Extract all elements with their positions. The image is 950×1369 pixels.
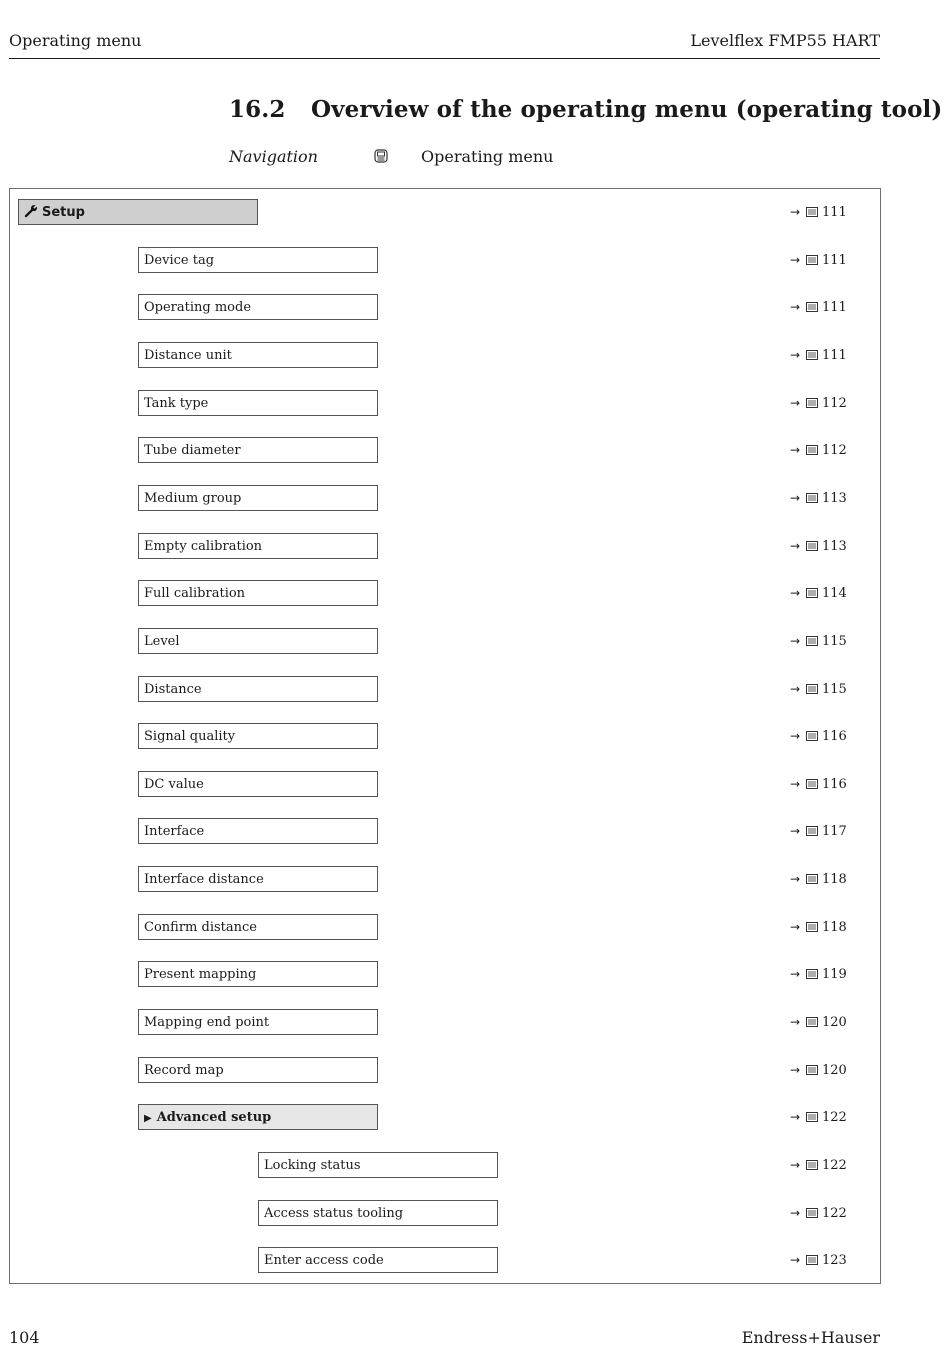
document-page-icon: [806, 207, 818, 217]
page-reference[interactable]: [790, 774, 860, 794]
page-number: 111: [822, 205, 847, 220]
menu-parameter-present-mapping[interactable]: [138, 961, 378, 987]
menu-item-label: Level: [144, 634, 180, 649]
menu-item-label: Medium group: [144, 491, 242, 506]
menu-item-label: Present mapping: [144, 967, 257, 982]
menu-item-label: Operating mode: [144, 300, 252, 315]
menu-parameter-tube-diameter[interactable]: [138, 437, 378, 463]
navigation-label: Navigation: [229, 147, 318, 166]
document-page-icon: [806, 445, 818, 455]
page-reference[interactable]: [790, 202, 860, 222]
arrow-right-icon: →: [790, 824, 801, 838]
page-reference[interactable]: [790, 1155, 860, 1175]
page-number: 120: [822, 1063, 847, 1078]
page-reference[interactable]: [790, 393, 860, 413]
page-reference[interactable]: [790, 1203, 860, 1223]
arrow-right-icon: →: [790, 872, 801, 886]
menu-submenu-advanced-setup[interactable]: [138, 1104, 378, 1130]
page-number: 111: [822, 300, 847, 315]
document-page-icon: [806, 255, 818, 265]
document-page-icon: [806, 1017, 818, 1027]
section-number: 16.2: [229, 96, 286, 123]
page-reference[interactable]: [790, 917, 860, 937]
arrow-right-icon: →: [790, 396, 801, 410]
page-reference[interactable]: [790, 1107, 860, 1127]
page-number: 117: [822, 824, 847, 839]
arrow-right-icon: →: [790, 1015, 801, 1029]
menu-item-label: Mapping end point: [144, 1015, 270, 1030]
page-number: 113: [822, 539, 847, 554]
document-page-icon: [806, 1112, 818, 1122]
page-number: 120: [822, 1015, 847, 1030]
menu-parameter-confirm-distance[interactable]: [138, 914, 378, 940]
arrow-right-icon: →: [790, 682, 801, 696]
arrow-right-icon: →: [790, 491, 801, 505]
arrow-right-icon: →: [790, 539, 801, 553]
page-reference[interactable]: [790, 440, 860, 460]
header-left: Operating menu: [9, 31, 142, 50]
page-number: 122: [822, 1158, 847, 1173]
menu-parameter-interface[interactable]: [138, 818, 378, 844]
arrow-right-icon: →: [790, 300, 801, 314]
menu-item-label: Device tag: [144, 253, 215, 268]
menu-submenu-setup[interactable]: [18, 199, 258, 225]
document-page-icon: [806, 922, 818, 932]
menu-item-label: Distance unit: [144, 348, 232, 363]
document-page-icon: [806, 398, 818, 408]
section-heading: [229, 96, 942, 123]
page-reference[interactable]: [790, 964, 860, 984]
page-number: 122: [822, 1206, 847, 1221]
menu-parameter-dc-value[interactable]: [138, 771, 378, 797]
menu-parameter-locking-status[interactable]: [258, 1152, 498, 1178]
operating-tool-icon: [374, 149, 388, 163]
page-number: 118: [822, 920, 847, 935]
page-number: 112: [822, 396, 847, 411]
page-reference[interactable]: [790, 1012, 860, 1032]
document-page-icon: [806, 731, 818, 741]
document-page-icon: [806, 969, 818, 979]
menu-item-label: Signal quality: [144, 729, 236, 744]
document-page-icon: [806, 541, 818, 551]
document-page-icon: [806, 636, 818, 646]
arrow-right-icon: →: [790, 443, 801, 457]
menu-item-label: Locking status: [264, 1158, 361, 1173]
document-page-icon: [806, 302, 818, 312]
menu-item-label: Advanced setup: [156, 1110, 272, 1125]
menu-item-label: Interface: [144, 824, 205, 839]
menu-item-label: DC value: [144, 777, 204, 792]
menu-parameter-record-map[interactable]: [138, 1057, 378, 1083]
menu-parameter-full-calibration[interactable]: [138, 580, 378, 606]
document-page-icon: [806, 588, 818, 598]
arrow-right-icon: →: [790, 1158, 801, 1172]
menu-parameter-signal-quality[interactable]: [138, 723, 378, 749]
arrow-right-icon: →: [790, 920, 801, 934]
page-number: 116: [822, 777, 847, 792]
document-page-icon: [806, 1255, 818, 1265]
page-number: 113: [822, 491, 847, 506]
arrow-right-icon: →: [790, 253, 801, 267]
menu-item-label: Tube diameter: [144, 443, 241, 458]
menu-parameter-tank-type[interactable]: [138, 390, 378, 416]
menu-parameter-mapping-end-point[interactable]: [138, 1009, 378, 1035]
arrow-right-icon: →: [790, 205, 801, 219]
page-reference[interactable]: [790, 821, 860, 841]
menu-item-label: Tank type: [144, 396, 209, 411]
page-number: 115: [822, 682, 847, 697]
page-number: 114: [822, 586, 847, 601]
page-number: 112: [822, 443, 847, 458]
page-reference[interactable]: [790, 1250, 860, 1270]
page-number: 123: [822, 1253, 847, 1268]
page-number: 111: [822, 348, 847, 363]
page-reference[interactable]: [790, 869, 860, 889]
menu-item-label: Confirm distance: [144, 920, 257, 935]
wrench-icon: [24, 204, 38, 218]
menu-item-label: Distance: [144, 682, 202, 697]
arrow-right-icon: →: [790, 729, 801, 743]
page-number: 116: [822, 729, 847, 744]
arrow-right-icon: →: [790, 1253, 801, 1267]
menu-parameter-level[interactable]: [138, 628, 378, 654]
document-page-icon: [806, 874, 818, 884]
menu-parameter-distance-unit[interactable]: [138, 342, 378, 368]
page-number: 118: [822, 872, 847, 887]
menu-item-label: Interface distance: [144, 872, 264, 887]
navigation-value: Operating menu: [421, 147, 554, 166]
menu-parameter-empty-calibration[interactable]: [138, 533, 378, 559]
document-page-icon: [806, 493, 818, 503]
page-reference[interactable]: [790, 250, 860, 270]
arrow-right-icon: →: [790, 586, 801, 600]
menu-parameter-interface-distance[interactable]: [138, 866, 378, 892]
page-reference[interactable]: [790, 536, 860, 556]
arrow-right-icon: →: [790, 1110, 801, 1124]
page-reference[interactable]: [790, 679, 860, 699]
document-page-icon: [806, 779, 818, 789]
page-reference[interactable]: [790, 726, 860, 746]
menu-parameter-operating-mode[interactable]: [138, 294, 378, 320]
document-page-icon: [806, 684, 818, 694]
page-reference[interactable]: [790, 583, 860, 603]
menu-parameter-distance[interactable]: [138, 676, 378, 702]
page-reference[interactable]: [790, 345, 860, 365]
page-number: 115: [822, 634, 847, 649]
menu-parameter-medium-group[interactable]: [138, 485, 378, 511]
footer-page-number: 104: [9, 1328, 40, 1347]
menu-parameter-enter-access-code[interactable]: [258, 1247, 498, 1273]
arrow-right-icon: →: [790, 1063, 801, 1077]
document-page-icon: [806, 826, 818, 836]
arrow-right-icon: →: [790, 348, 801, 362]
page-reference[interactable]: [790, 297, 860, 317]
menu-item-label: Empty calibration: [144, 539, 263, 554]
menu-parameter-access-status-tooling[interactable]: [258, 1200, 498, 1226]
footer-brand: Endress+Hauser: [741, 1328, 880, 1347]
page-number: 119: [822, 967, 847, 982]
menu-parameter-device-tag[interactable]: [138, 247, 378, 273]
section-title: Overview of the operating menu (operating tool): [311, 96, 943, 123]
header-right: Levelflex FMP55 HART: [690, 31, 880, 50]
menu-item-label: Full calibration: [144, 586, 246, 601]
page-number: 122: [822, 1110, 847, 1125]
menu-item-label: Access status tooling: [264, 1206, 404, 1221]
page-reference[interactable]: [790, 631, 860, 651]
triangle-right-icon: ▶: [144, 1113, 152, 1124]
menu-item-label: Enter access code: [264, 1253, 384, 1268]
arrow-right-icon: →: [790, 634, 801, 648]
arrow-right-icon: →: [790, 1206, 801, 1220]
page-reference[interactable]: [790, 488, 860, 508]
document-page-icon: [806, 1208, 818, 1218]
arrow-right-icon: →: [790, 967, 801, 981]
document-page-icon: [806, 1065, 818, 1075]
document-page-icon: [806, 350, 818, 360]
menu-item-label: Setup: [42, 205, 85, 220]
page-number: 111: [822, 253, 847, 268]
header-rule: [9, 58, 880, 59]
menu-item-label: Record map: [144, 1063, 224, 1078]
document-page-icon: [806, 1160, 818, 1170]
arrow-right-icon: →: [790, 777, 801, 791]
page-reference[interactable]: [790, 1060, 860, 1080]
